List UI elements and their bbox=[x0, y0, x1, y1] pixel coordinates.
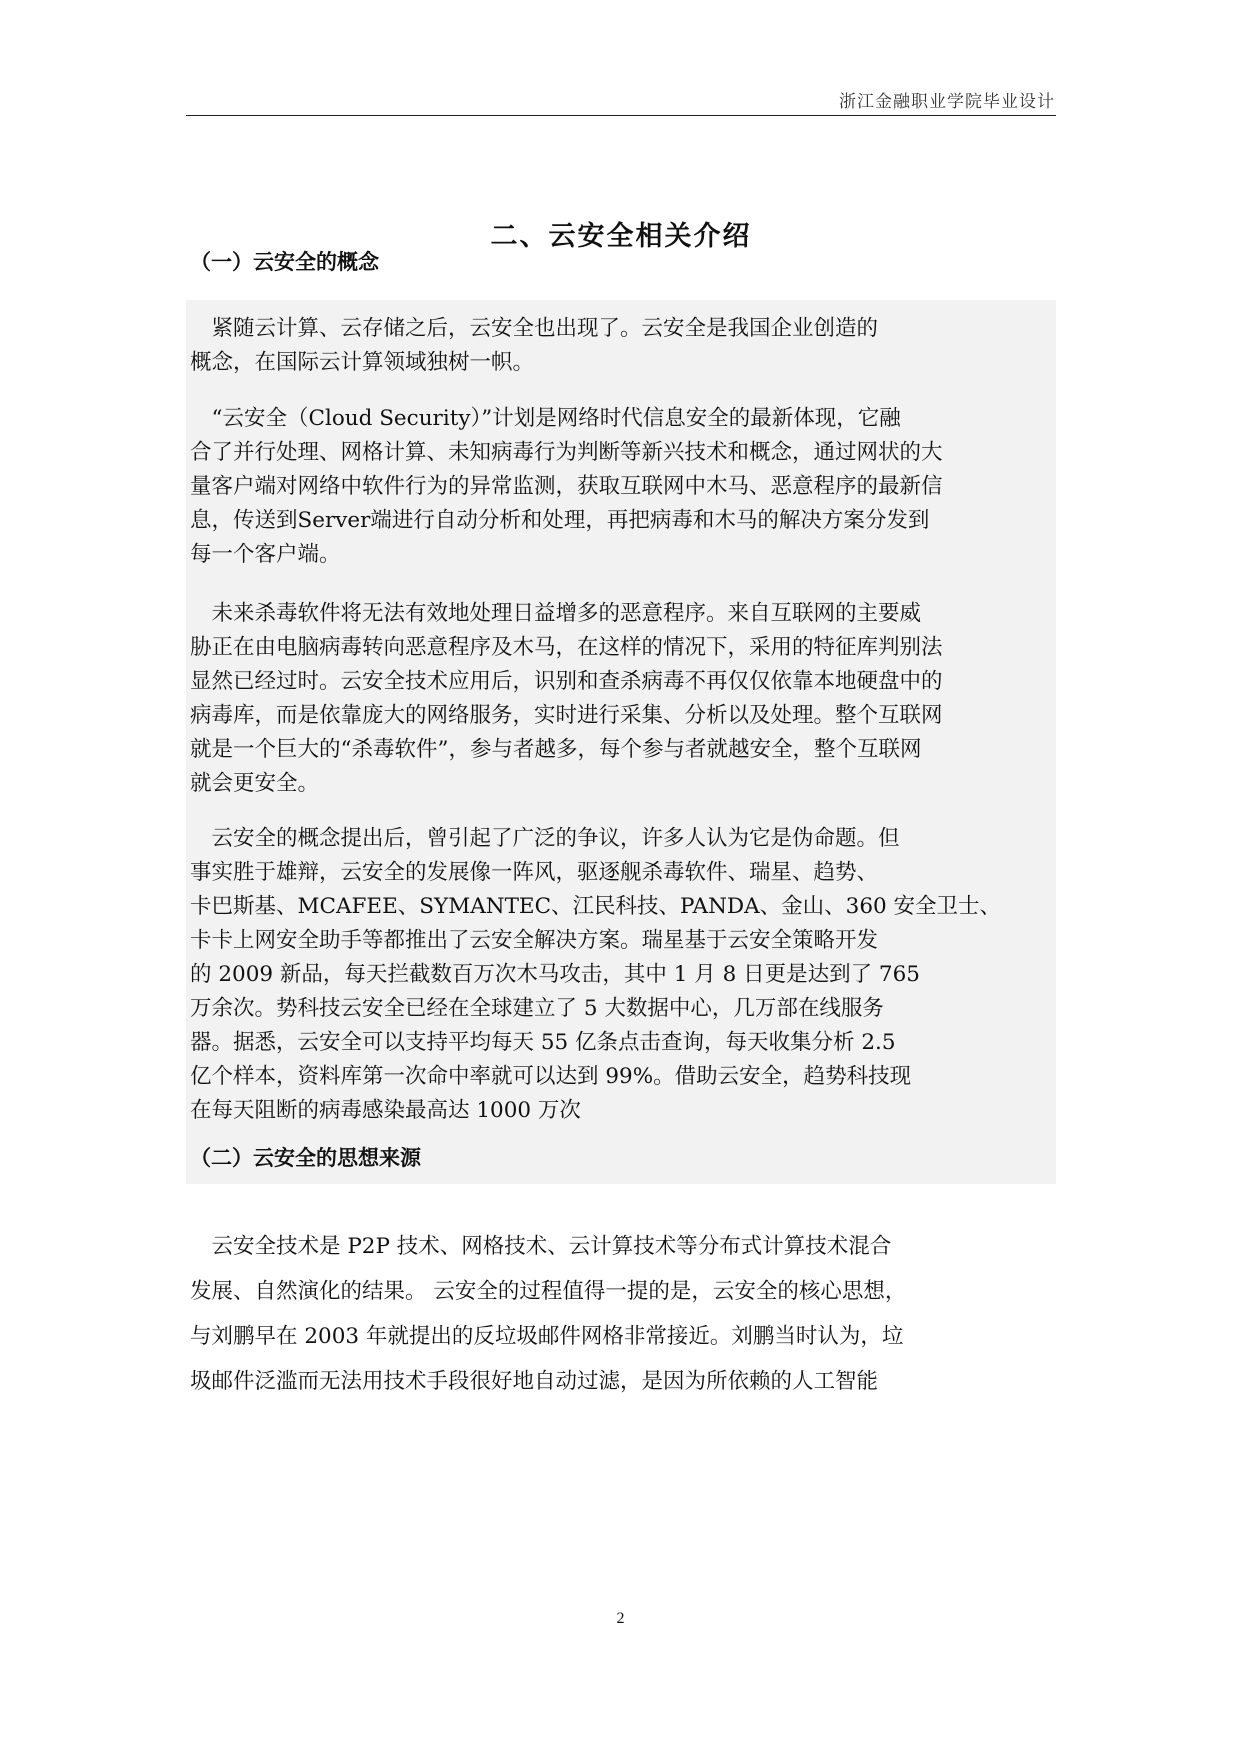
paragraph-line: 发展、自然演化的结果。 云安全的过程值得一提的是，云安全的核心思想， bbox=[190, 1279, 907, 1304]
section-heading-1: （一）云安全的概念 bbox=[190, 250, 379, 274]
paragraph-line: 概念，在国际云计算领域独树一帜。 bbox=[190, 350, 535, 375]
paragraph-line: 卡卡上网安全助手等都推出了云安全解决方案。瑞星基于云安全策略开发 bbox=[190, 928, 879, 953]
paragraph-4 bbox=[190, 822, 1052, 1128]
paragraph-line: 每一个客户端。 bbox=[190, 542, 341, 567]
section-heading-2: （二）云安全的思想来源 bbox=[190, 1146, 421, 1170]
paragraph-line: 病毒库，而是依靠庞大的网络服务，实时进行采集、分析以及处理。整个互联网 bbox=[190, 703, 943, 728]
paragraph-3 bbox=[190, 597, 1052, 801]
page-number: 2 bbox=[616, 1610, 625, 1627]
paragraph-line: 紧随云计算、云存储之后，云安全也出现了。云安全是我国企业创造的 bbox=[190, 316, 879, 341]
paragraph-line: 与刘鹏早在 2003 年就提出的反垃圾邮件网格非常接近。刘鹏当时认为，垃 bbox=[190, 1324, 904, 1349]
paragraph-line: 就是一个巨大的“杀毒软件”，参与者越多，每个参与者就越安全，整个互联网 bbox=[190, 737, 922, 762]
paragraph-line: “云安全（Cloud Security）”计划是网络时代信息安全的最新体现，它融 bbox=[190, 406, 901, 431]
paragraph-line: 就会更安全。 bbox=[190, 771, 320, 796]
paragraph-line: 云安全技术是 P2P 技术、网格技术、云计算技术等分布式计算技术混合 bbox=[190, 1234, 892, 1259]
paragraph-2 bbox=[190, 402, 1052, 572]
paragraph-1 bbox=[190, 312, 1052, 380]
paragraph-line: 器。据悉，云安全可以支持平均每天 55 亿条点击查询，每天收集分析 2.5 bbox=[190, 1030, 896, 1055]
running-header: 浙江金融职业学院毕业设计 bbox=[839, 92, 1055, 112]
paragraph-line: 显然已经过时。云安全技术应用后，识别和查杀病毒不再仅仅依靠本地硬盘中的 bbox=[190, 669, 943, 694]
paragraph-line: 量客户端对网络中软件行为的异常监测，获取互联网中木马、恶意程序的最新信 bbox=[190, 474, 943, 499]
paragraph-line: 云安全的概念提出后，曾引起了广泛的争议，许多人认为它是伪命题。但 bbox=[190, 826, 900, 851]
paragraph-line: 事实胜于雄辩，云安全的发展像一阵风，驱逐舰杀毒软件、瑞星、趋势、 bbox=[190, 860, 879, 885]
paragraph-line: 卡巴斯基、MCAFEE、SYMANTEC、江民科技、PANDA、金山、360 安全卫士、 bbox=[190, 894, 1002, 919]
paragraph-line: 的 2009 新品，每天拦截数百万次木马攻击，其中 1 月 8 日更是达到了 765 bbox=[190, 962, 920, 987]
paragraph-line: 息，传送到Server端进行自动分析和处理，再把病毒和木马的解决方案分发到 bbox=[190, 508, 930, 533]
header-rule bbox=[186, 115, 1056, 116]
paragraph-line: 未来杀毒软件将无法有效地处理日益增多的恶意程序。来自互联网的主要威 bbox=[190, 601, 922, 626]
paragraph-line: 万余次。势科技云安全已经在全球建立了 5 大数据中心，几万部在线服务 bbox=[190, 996, 884, 1021]
paragraph-5 bbox=[190, 1224, 1052, 1404]
paragraph-line: 圾邮件泛滥而无法用技术手段很好地自动过滤，是因为所依赖的人工智能 bbox=[190, 1369, 879, 1394]
paragraph-line: 合了并行处理、网格计算、未知病毒行为判断等新兴技术和概念，通过网状的大 bbox=[190, 440, 943, 465]
paragraph-line: 在每天阻断的病毒感染最高达 1000 万次 bbox=[190, 1098, 581, 1123]
paragraph-line: 胁正在由电脑病毒转向恶意程序及木马，在这样的情况下，采用的特征库判别法 bbox=[190, 635, 943, 660]
chapter-title: 二、云安全相关介绍 bbox=[490, 221, 752, 252]
paragraph-line: 亿个样本，资料库第一次命中率就可以达到 99%。借助云安全，趋势科技现 bbox=[190, 1064, 912, 1089]
